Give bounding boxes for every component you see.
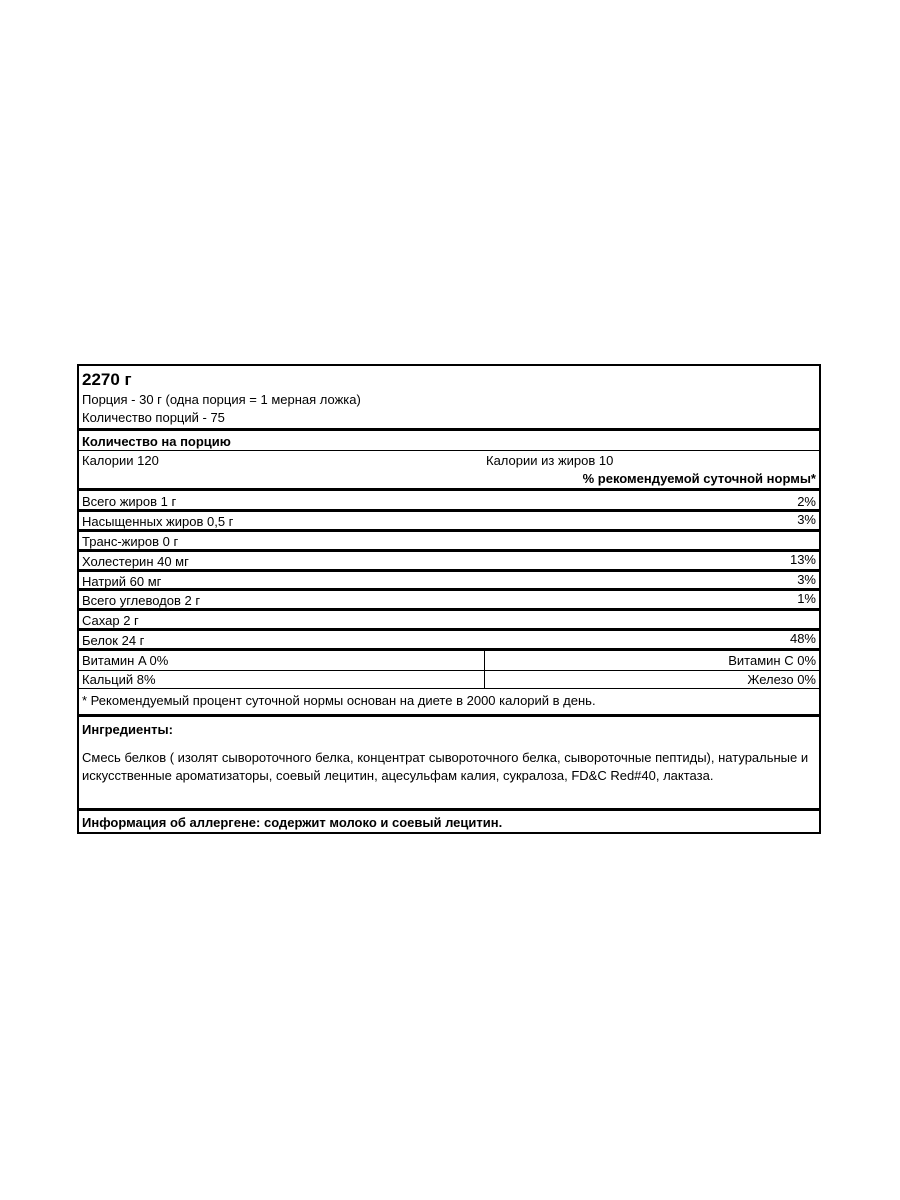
nutrient-name: Насыщенных жиров 0,5 г xyxy=(82,514,234,529)
daily-value-heading-row xyxy=(79,470,819,488)
nutrient-name: Сахар 2 г xyxy=(82,613,139,628)
nutrient-name: Транс-жиров 0 г xyxy=(82,534,179,549)
ingredients-block xyxy=(79,714,819,808)
nutrient-dv: 48% xyxy=(789,631,816,646)
amount-per-serving: Количество на порцию xyxy=(82,434,231,449)
nutrient-name: Натрий 60 мг xyxy=(82,574,162,589)
nutrient-row xyxy=(79,588,819,608)
amount-per-serving-row xyxy=(79,428,819,450)
nutrient-name: Всего углеводов 2 г xyxy=(82,593,201,608)
ingredients-text: Смесь белков ( изолят сывороточного белка, концентрат сывороточного белка, сывороточные пептиды), натуральные и искусственные ароматизаторы, соевый лецитин, ацесульфам калия, сукралоза, FD&C Red#40, лактаза. xyxy=(82,750,809,783)
footnote-row xyxy=(79,688,819,714)
nutrient-dv: 3% xyxy=(797,572,816,587)
nutrition-label xyxy=(77,364,821,834)
allergen-row xyxy=(79,808,819,832)
allergen-info: Информация об аллергене: содержит молоко и соевый лецитин. xyxy=(82,815,503,830)
serving-size: Порция - 30 г (одна порция = 1 мерная ложка) xyxy=(82,392,361,407)
iron: Железо 0% xyxy=(747,672,816,687)
nutrient-row xyxy=(79,608,819,628)
nutrient-row xyxy=(79,628,819,648)
nutrient-dv: 1% xyxy=(797,591,816,606)
vitamin-c: Витамин C 0% xyxy=(728,653,816,668)
daily-value-heading: % рекомендуемой суточной нормы* xyxy=(582,471,816,486)
nutrient-dv: 13% xyxy=(789,552,816,567)
nutrient-dv: 3% xyxy=(797,512,816,527)
calcium: Кальций 8% xyxy=(82,672,156,687)
nutrient-row xyxy=(79,569,819,588)
calories-row xyxy=(79,450,819,470)
nutrient-name: Белок 24 г xyxy=(82,633,145,648)
label-header xyxy=(79,366,819,428)
calories: Калории 120 xyxy=(82,453,159,468)
calories-from-fat: Калории из жиров 10 xyxy=(486,453,614,468)
vitamins-row-divider xyxy=(79,670,819,671)
daily-value-footnote: * Рекомендуемый процент суточной нормы основан на диете в 2000 калорий в день. xyxy=(82,693,596,708)
nutrient-row xyxy=(79,529,819,549)
nutrient-row xyxy=(79,488,819,509)
nutrient-dv: 2% xyxy=(797,494,816,509)
net-weight: 2270 г xyxy=(82,370,132,389)
nutrient-row xyxy=(79,509,819,529)
nutrient-name: Всего жиров 1 г xyxy=(82,494,177,509)
nutrient-row xyxy=(79,549,819,569)
nutrient-name: Холестерин 40 мг xyxy=(82,554,189,569)
vitamins-block xyxy=(79,648,819,688)
ingredients-heading: Ингредиенты: xyxy=(82,722,173,737)
servings-count: Количество порций - 75 xyxy=(82,410,225,425)
vitamin-a: Витамин A 0% xyxy=(82,653,169,668)
